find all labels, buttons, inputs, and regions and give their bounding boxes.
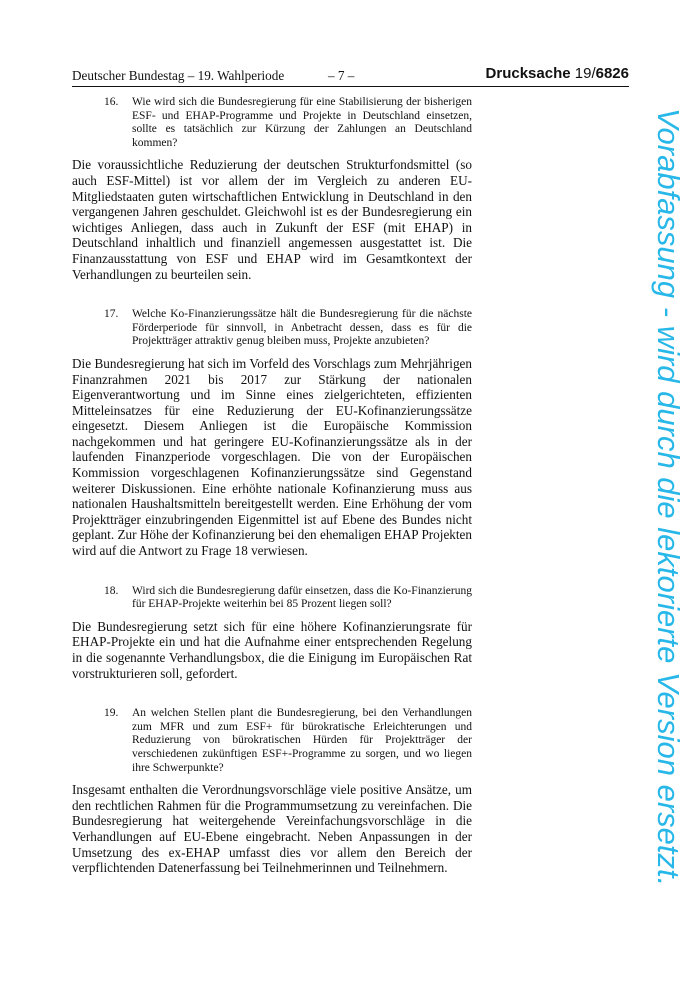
document-number (486, 65, 629, 82)
document-body (72, 96, 472, 902)
question (104, 308, 472, 349)
qa-block-16 (72, 96, 472, 282)
question-number: 16. (104, 96, 119, 108)
question-number: 19. (104, 707, 119, 720)
page-number: – 7 – (328, 68, 355, 83)
question (104, 707, 472, 775)
question-text: Wie wird sich die Bundesregierung für eine Stabilisierung der bisherigen ESF- und EHAP-Programme und Projekte in Deutschland einsetzen, sollte es tatsächlich zur Kürzung der Zahlungen an Deutschland kommen? (132, 96, 472, 149)
qa-block-18 (72, 585, 472, 682)
page-header (72, 66, 629, 87)
question-text: Welche Ko-Finanzierungssätze hält die Bundesregierung für die nächste Förderperiode für sinnvoll, in Anbetracht dessen, dass es für die Projektträger attraktiv genug bleiben muss, Projekte anzubieten? (132, 308, 472, 348)
answer-text: Die Bundesregierung setzt sich für eine höhere Kofinanzierungsrate für EHAP-Projekte ein und hat die Aufnahme einer entsprechenden Regelung in die sogenannte Verhandlungsbox, die die Einigung im Europäischen Rat vorstrukturieren soll, gefordert. (72, 618, 472, 681)
header-publication: Deutscher Bundestag – 19. Wahlperiode (72, 68, 285, 83)
question-text: Wird sich die Bundesregierung dafür einsetzen, dass die Ko-Finanzierung für EHAP-Projekte weiterhin bei 85 Prozent liegen soll? (132, 584, 472, 611)
qa-block-19 (72, 707, 472, 876)
document-id: 6826 (595, 65, 629, 82)
answer-text: Insgesamt enthalten die Verordnungsvorschläge viele positive Ansätze, um den rechtlichen Rahmen für die Programmumsetzung zu vereinfachen. Die Bundesregierung hat weitergehende Vereinfachungsvorschläge in die Verhandlungen auf EU-Ebene eingebracht. Neben Anpassungen in der Umsetzung des ex-EHAP umfasst dies vor allem den Bereich der verpflichtenden Datenerfassung bei Teilnehmerinnen und Teilnehmern. (72, 782, 472, 876)
preliminary-version-watermark: Vorabfassung - wird durch die lektorierte Version ersetzt. (651, 108, 686, 887)
question (104, 585, 472, 612)
document-prefix: 19/ (574, 65, 596, 82)
document-label: Drucksache (485, 65, 571, 82)
answer-text: Die voraussichtliche Reduzierung der deutschen Strukturfondsmittel (so auch ESF-Mittel) ist vor allem der im Vergleich zu anderen EU-Mitgliedstaaten guten wirtschaftlichen Entwicklung in Deutschland in den vergangenen Jahren geschuldet. Gleichwohl ist es der Bundesregierung ein wichtiges Anliegen, dass auch in Zukunft der ESF (mit EHAP) in Deutschland inhaltlich und finanziell angemessen ausgestattet ist. Die Finanzausstattung von ESF und EHAP wird im Gesamtkontext der Verhandlungen zu beurteilen sein. (72, 157, 472, 282)
qa-block-17 (72, 308, 472, 559)
question-text: An welchen Stellen plant die Bundesregierung, bei den Verhandlungen zum MFR und zum ESF+ für bürokratische Erleichterungen und Reduzierung von bürokratischen Hürden für Projektträger der verschiedenen zukünftigen ESF+-Programme zu sorgen, und wo liegen ihre Schwerpunkte? (132, 707, 472, 774)
question-number: 18. (104, 584, 119, 597)
question-number: 17. (104, 308, 119, 321)
question (104, 96, 472, 150)
answer-text: Die Bundesregierung hat sich im Vorfeld des Vorschlags zum Mehrjährigen Finanzrahmen 2021 bis 2017 zur Stärkung der nationalen Eigenverantwortung und im Sinne eines zielgerichteten, effizienten Mitteleinsatzes für eine Reduzierung der EU-Kofinanzierungssätze eingesetzt. Diesem Anliegen ist die Europäische Kommission nachgekommen und hat geringere EU-Kofinanzierungssätze als in der laufenden Finanzperiode vorgeschlagen. Die von der Europäischen Kommission vorgeschlagenen Kofinanzierungssätze sind Gegenstand weiterer Diskussionen. Eine erhöhte nationale Kofinanzierung muss aus nationalen Haushaltsmitteln bereitgestellt werden. Eine Erhöhung der vom Projektträger einzubringenden Eigenmittel ist auf Ebene des Bundes nicht geplant. Zur Höhe der Kofinanzierung bei den ehemaligen EHAP Projekten wird auf die Antwort zu Frage 18 verwiesen. (72, 355, 472, 559)
